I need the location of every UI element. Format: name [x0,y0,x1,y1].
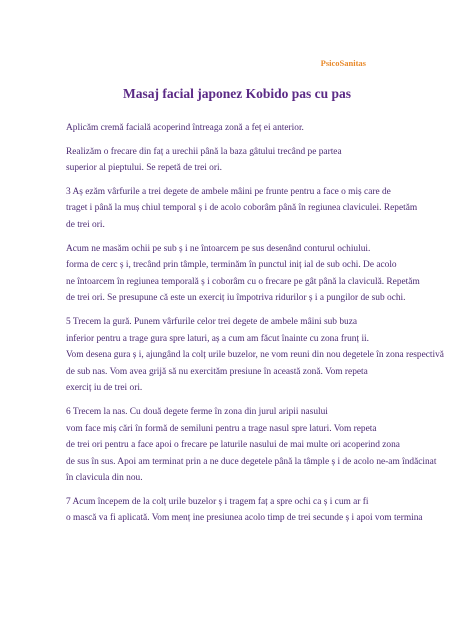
text-line: o mască va fi aplicată. Vom menț ine presiunea acolo timp de trei secunde ș i apoi vom termina [66,513,423,524]
text-line: 5 Trecem la gură. Punem vârfurile celor trei degete de ambele mâini sub buza [66,316,358,327]
text-line: de sub nas. Vom avea grijă să nu exercităm presiune în această zonă. Vom repeta [66,366,368,377]
text-line: ne întoarcem în regiunea temporală ș i coborâm cu o frecare pe gât până la claviculă. Repetăm [66,276,420,287]
document-title: Masaj facial japonez Kobido pas cu pas [122,86,352,101]
text-line: de trei ori pentru a face apoi o frecare pe laturile nasului de mai multe ori acoperind zona [66,440,400,451]
text-line: 3 Aș ezăm vârfurile a trei degete de ambele mâini pe frunte pentru a face o miș care de [66,186,391,197]
text-line: superior al pieptului. Se repetă de trei ori. [66,163,222,174]
paragraph [66,494,474,527]
text-line: traget i până la muș chiul temporal ș i de acolo coborâm până în regiunea claviculei. Repetăm [66,203,418,214]
text-line: 7 Acum începem de la colț urile buzelor ș i tragem faț a spre ochi ca ș i cum ar fi [66,496,369,507]
document-body [66,120,474,534]
text-line: de sus în sus. Apoi am terminat prin a ne duce degetele până la tâmple ș i de acolo ne-am îndăcinat [66,456,437,467]
paragraph [66,241,474,307]
text-line: de trei ori. [66,219,105,230]
text-line: Realizăm o frecare din faț a urechii până la baza gâtului trecând pe partea [66,146,342,157]
paragraph [66,314,474,397]
text-line: Aplicăm cremă facială acoperind întreaga zonă a feț ei anterior. [66,123,304,133]
paragraph [66,404,474,487]
paragraph [66,144,474,177]
paragraph [66,120,474,137]
text-line: de trei ori. Se presupune că este un exerciț iu împotriva ridurilor ș i a pungilor de sub ochi. [66,293,406,304]
text-line: Acum ne masăm ochii pe sub ș i ne întoarcem pe sus desenând conturul ochiului. [66,243,371,254]
text-line: vom face miș cări în formă de semiluni pentru a trage nasul spre laturi. Vom repeta [66,423,377,434]
paragraph [66,184,474,234]
text-line: exerciț iu de trei ori. [66,383,143,394]
text-line: forma de cerc ș i, trecând prin tâmple, terminăm în punctul iniț ial de sub ochi. De acolo [66,260,397,271]
text-line: Vom desena gura ș i, ajungând la colț urile buzelor, ne vom reuni din nou degetele în zona respectivă [66,350,444,361]
text-line: inferior pentru a trage gura spre laturi, aș a cum am făcut înainte cu zona frunț ii. [66,333,369,344]
text-line: 6 Trecem la nas. Cu două degete ferme în zona din jurul aripii nasului [66,406,328,417]
brand-name: PsicoSanitas [320,58,366,68]
text-line: în clavicula din nou. [66,473,143,484]
